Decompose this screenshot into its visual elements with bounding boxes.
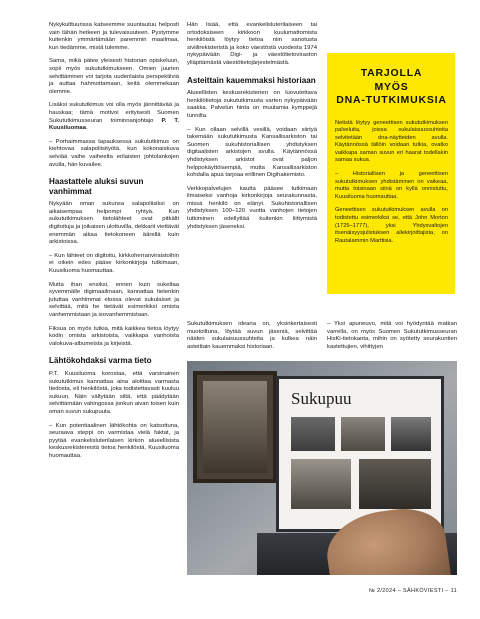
paragraph: – Porhaimmassa tapauksessa sukututkimus on kiehtovaa salapoliisityötä, kun kokonaiskuva selviää vaihe vaiheelta erilaisten johtolankojen avulla, hän kuvailee. (49, 138, 179, 168)
sidebar-title-line: DNA-TUTKIMUKSIA (336, 94, 447, 106)
sidebar-title-line: MYÖS (374, 80, 409, 93)
sidebar-title-line: TARJOLLA (360, 67, 423, 79)
page-footer: № 2/2024 – SÄHKÖVIESTI – 11 (368, 588, 457, 594)
dna-sidebar-box (327, 53, 455, 294)
paragraph: Nykykulttuurissa katseemme suuntautuu helposti vain tähän hetkeen ja tulevaisuuteen. Pystymme kuitenkin ymmärtämään paremmin maailmaa, kun tiedämme, mistä tulemme. (49, 22, 179, 51)
subheading: Haastattele aluksi suvun vanhimmat (49, 177, 144, 196)
paragraph: Fiksua on myös tutkia, mitä kaikkea tietoa löytyy kodin omista arkistoista, vaikkapa vanhoista valokuva-albumeista ja kirjeistä. (49, 325, 179, 347)
paragraph: Mutta ihan ensiksi, ennen kuin sukeltaa syvemmälle digimaailmaan, kannattaa tietenkin jututtaa vanhimmat elossa olevat sukulaiset ja selvittää, mitä he tietävät esimerkiksi omista vanhemmistaan ja isovanhemmistaan. (49, 281, 179, 318)
sidebar-paragraph: – Historiallisen ja geneettisen sukututkimuksen yhdistäminen on vaikeaa, mutta toisinaan siinä on kyllä onnistuttu, Kuusiluoma huomauttaa. (335, 171, 448, 200)
paragraph (49, 102, 179, 132)
column-3-text (327, 321, 457, 351)
sidebar-paragraph: Geneettisen sukututkimuksen avulla on todistettu esimerkiksi se, että John Morton (1725–1777), yksi Yhdysvaltojen itsenäisyysjulistuksen allekirjoittajista, on Rautalammin Marttisia. (335, 207, 448, 244)
laptop-screen (279, 379, 441, 529)
column-2 (187, 22, 317, 237)
paragraph: Verkkopalvelujen kautta pääsee tutkimaan ilmaiseksi vanhoja kirkonkirjoja seurakunnasta, missä henkilö on elänyt. Sukuhistoriallisen yhdistyksen 100–120 vuotta vanhojen tietojen tutkiminen edellyttää kuitenkin liittymistä yhdistyksen jäseneksi. (187, 185, 317, 230)
paragraph: – Kun potentiaalinen lähtökohta on katsottuna, seuraava steppi on varmistaa vielä faktat, ja pyytää evankelisluterilaisen kirkon alueellisista keskusrekistereistä tietoa henkilöstä, Kuusiluoma huomauttaa. (49, 422, 179, 459)
sidebar-paragraph: Netistä löytyy geneettisen sukututkimuksen palveluita, joissa sukulaisuussuhteita selvitetään dna-näytteiden avulla. Käytännössä tällöin voidaan tutkia, ovatko vaikkapa saman suvun eri haarat todellakin samaa sukua. (335, 119, 448, 164)
old-photo-thumbnail (341, 417, 385, 451)
picture-frame (193, 371, 277, 483)
old-photo-thumbnail (359, 459, 431, 509)
paragraph: – Kun ollaan selvillä vesillä, voidaan siirtyä takemään sukututkimusta Kansallisarkiston tai Suomen sukuhistoriallisen yhdistyksen digitaalisten arkistojen avulla. Käytännössä yhdistyksen arkistot ovat paljon helppokäyttöisempiä, mutta Kansallisarkiston kohdalla apua tarjoaa erillinen Digihakemisto. (187, 126, 317, 179)
paragraph-end: . (86, 125, 88, 132)
subheading: Asteittain kauemmaksi historiaan (187, 75, 316, 85)
screen-title: Sukupuu (291, 389, 352, 408)
person-name: P. T. Kuusiluomaa (49, 117, 179, 132)
column-2-bottom (187, 321, 317, 351)
column-1 (49, 22, 179, 467)
paragraph-text: Lisäksi sukututkimus voi olla myös jännittävää ja hauskaa; tämä motivoi erityisesti Suomen Sukututkimusseuran toiminnanjohtajo (49, 102, 179, 124)
paragraph: Nykyään oman sukunsa salapoliisiksi on aikaisempaa helpompi ryhtyä. Kun sukututkimuksen tietolähteet ovat pitkälti digitoituja ja joikaisen ulottuvilla, dekkarit viettävät enemmän aikaa tietokoneen äärellä kuin arkistoissa. (49, 201, 179, 246)
paragraph: – Kun lähteet on digitoitu, kirkkoherranviraistoihin ei oikein edes pääse kirkonkirjoja tutkimaan, Kuusiluoma huomauttaa. (49, 252, 179, 275)
family-tree-photo (187, 361, 457, 575)
old-photo-thumbnail (291, 459, 351, 509)
paragraph: Sukututkimuksen ideana on, yksinkertaisesti muotoiltuna, löytää suvun jäseniä, selvittää näiden sukulaisuussuhteita ja kulkea näin asteittain kauemmaksi historiaan. (187, 321, 317, 350)
paragraph: – Yksi apuneuvo, mitä voi hyödyntää matkan varrella, on myös Suomen Sukututkimusseuran HisKi-tietokanta, mihin on syötetty seurakuntien kastettujien, vihittyjen (327, 321, 457, 350)
paragraph: Sama, mikä pätee yleisesti historian opiskeluun, sopii myös sukututkimukseen. Omien juurien selvittäminen voi tarjota uudenlaista perspektiiviä ja auttaa hahmottamaan, keitä olemmekaan olemme. (49, 58, 179, 95)
paragraph: Alueellisten keskusrekisterien on luovutettava henkilötietoja sukututkimusta varten nykypäivään saakka. Palvelun hinta on muutamia kymppejä tunnilta. (187, 90, 317, 119)
old-photo-thumbnail (391, 417, 431, 451)
sidebar-title (335, 67, 448, 108)
subheading: Lähtökohdaksi varma tieto (49, 356, 152, 366)
old-photo-thumbnail (291, 417, 335, 451)
old-portrait (203, 381, 267, 473)
paragraph: P.T. Kuusiluoma korostaa, että varsinainen sukututkimus kannattaa aina aloittaa varmasta tiedosta, eli henkilöstä, joka todistettavasti kuuluu sukuun. Näin vältytään siltä, että päädytään selvittämään vahingossa jonkun aivan toisen kuin oman suvun sukupuuta. (49, 370, 179, 415)
paragraph: Hän lisää, että evankelisluterilaiseen tai ortodoksiseen kirkkoon kuulumattomista henkilöistä löytyy tietoa niin sanotusta siviilirekisteristä ja koko väestöstä vuodesta 1974 nykypäivään Digi- ja väestötietoviraston ylläpitämästä väestötietojärjestelmästä. (187, 22, 317, 66)
